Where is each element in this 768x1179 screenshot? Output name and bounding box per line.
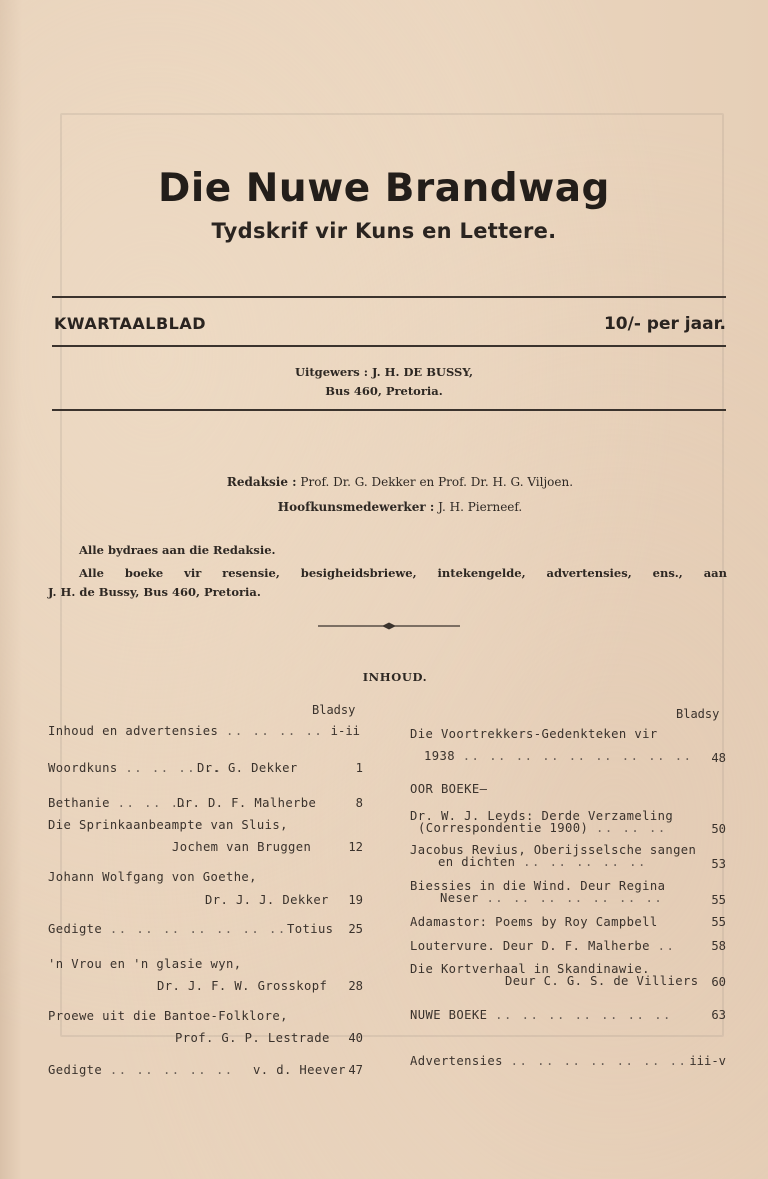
- toc-entry-author: Jochem van Bruggen: [172, 840, 312, 854]
- toc-entry-author: Dr. G. Dekker: [197, 761, 298, 775]
- editors-label: Redaksie :: [226, 475, 297, 489]
- toc-entry-continuation: Neser .. .. .. .. .. .. ..: [440, 891, 664, 905]
- toc-entry-page: 47: [348, 1063, 363, 1077]
- ornamental-divider: [318, 622, 460, 630]
- toc-entry-page: 28: [348, 979, 363, 993]
- subscription-price: 10/- per jaar.: [603, 314, 726, 334]
- art-contributor-label: Hoofkunsmedewerker :: [277, 500, 435, 514]
- art-contributor-name: J. H. Pierneef.: [438, 500, 523, 514]
- toc-entry-page: 12: [348, 840, 363, 854]
- toc-entry-page: 8: [355, 796, 363, 810]
- toc-entry-page: 1: [355, 761, 363, 775]
- toc-entry-page: 58: [711, 939, 726, 953]
- toc-entry-title[interactable]: Biessies in die Wind. Deur Regina: [410, 879, 666, 893]
- toc-entry-page: 53: [711, 857, 726, 871]
- divider-rule: [52, 296, 726, 298]
- toc-entry-title[interactable]: 'n Vrou en 'n glasie wyn,: [48, 957, 242, 971]
- correspondence-address: J. H. de Bussy, Bus 460, Pretoria.: [48, 585, 261, 599]
- toc-entry-page: 50: [711, 822, 726, 836]
- toc-entry-page: 40: [348, 1031, 363, 1045]
- toc-entry-author: Dr. J. J. Dekker: [205, 893, 329, 907]
- toc-entry-author: Dr. J. F. W. Grosskopf: [157, 979, 328, 993]
- toc-entry-page: 55: [711, 915, 726, 929]
- page-column-label-right: Bladsy: [676, 707, 720, 721]
- contents-heading: INHOUD.: [362, 670, 428, 684]
- toc-entry-page: 19: [348, 893, 363, 907]
- toc-entry-title[interactable]: Johann Wolfgang von Goethe,: [48, 870, 257, 884]
- journal-title: Die Nuwe Brandwag: [158, 166, 610, 211]
- toc-entry-title[interactable]: Advertensies .. .. .. .. .. .. ..: [410, 1054, 688, 1068]
- toc-entry-author: Totius: [287, 922, 334, 936]
- toc-entry-continuation: Deur C. G. S. de Villiers: [505, 974, 699, 988]
- toc-entry-title[interactable]: Jacobus Revius, Oberijsselsche sangen: [410, 843, 697, 857]
- toc-entry-title[interactable]: Gedigte .. .. .. .. .. .. ..: [48, 922, 287, 936]
- toc-entry-title[interactable]: Bethanie .. .. ..: [48, 796, 189, 810]
- toc-entry-title[interactable]: Gedigte .. .. .. .. ..: [48, 1063, 234, 1077]
- toc-entry-author: v. d. Heever: [253, 1063, 346, 1077]
- frequency-label: KWARTAALBLAD: [54, 314, 206, 333]
- divider-rule: [52, 345, 726, 347]
- contributions-note: Alle bydraes aan die Redaksie.: [79, 543, 276, 557]
- toc-entry-title[interactable]: Die Voortrekkers-Gedenkteken vir: [410, 727, 658, 741]
- toc-entry-title[interactable]: Die Kortverhaal in Skandinawie.: [410, 962, 650, 976]
- toc-entry-page: 25: [348, 922, 363, 936]
- divider-rule: [52, 409, 726, 411]
- toc-entry-continuation: 1938 .. .. .. .. .. .. .. .. ..: [424, 749, 693, 763]
- editors-names: Prof. Dr. G. Dekker en Prof. Dr. H. G. Viljoen.: [300, 475, 574, 489]
- section-heading-oor-boeke: OOR BOEKE—: [410, 782, 488, 796]
- toc-entry-page: 55: [711, 893, 726, 907]
- journal-subtitle: Tydskrif vir Kuns en Lettere.: [211, 219, 557, 243]
- publisher-address: Bus 460, Pretoria.: [325, 384, 443, 398]
- toc-entry-continuation: en dichten .. .. .. .. ..: [438, 855, 647, 869]
- toc-entry-page: i-ii: [330, 724, 360, 738]
- page-column-label-left: Bladsy: [312, 703, 356, 717]
- toc-entry-page: iii-v: [689, 1054, 726, 1068]
- toc-entry-author: Prof. G. P. Lestrade: [175, 1031, 330, 1045]
- toc-entry-title[interactable]: Dr. W. J. Leyds: Derde Verzameling: [410, 809, 674, 823]
- toc-entry-title[interactable]: Die Sprinkaanbeampte van Sluis,: [48, 818, 288, 832]
- art-contributor-line: [0, 500, 768, 514]
- editors-line: [0, 475, 768, 489]
- toc-entry-title[interactable]: Adamastor: Poems by Roy Campbell: [410, 915, 658, 929]
- correspondence-note: Alle boeke vir resensie, besigheidsbriewe, intekengelde, advertensies, ens., aan: [79, 566, 727, 580]
- toc-entry-continuation: (Correspondentie 1900) .. .. ..: [418, 821, 667, 835]
- toc-entry-title[interactable]: Inhoud en advertensies .. .. .. ..: [48, 724, 324, 738]
- toc-entry-author: Dr. D. F. Malherbe: [177, 796, 317, 810]
- toc-entry-title[interactable]: NUWE BOEKE .. .. .. .. .. .. ..: [410, 1008, 672, 1022]
- toc-entry-page: 60: [711, 975, 726, 989]
- toc-entry-title[interactable]: Loutervure. Deur D. F. Malherbe ..: [410, 939, 676, 953]
- toc-entry-page: 63: [711, 1008, 726, 1022]
- publisher-line: Uitgewers : J. H. DE BUSSY,: [294, 365, 474, 379]
- toc-entry-page: 48: [711, 751, 726, 765]
- toc-entry-title[interactable]: Woordkuns .. .. .. ..: [48, 761, 223, 775]
- toc-entry-title[interactable]: Proewe uit die Bantoe-Folklore,: [48, 1009, 288, 1023]
